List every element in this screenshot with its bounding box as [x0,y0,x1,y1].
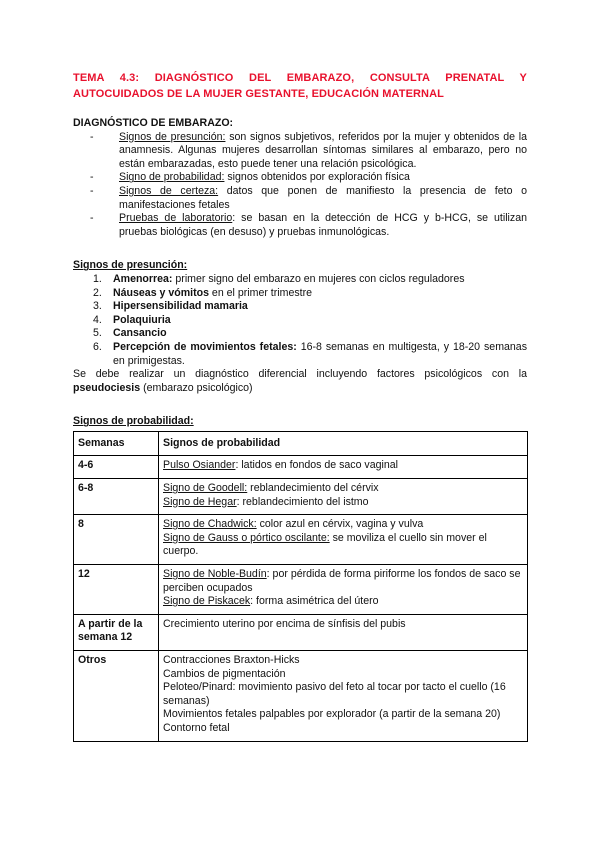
diagnostico-heading: DIAGNÓSTICO DE EMBARAZO: [73,117,234,129]
diagnostico-term: Pruebas de laboratorio [119,212,233,225]
presuncion-item [93,286,527,301]
week-cell: 12 [74,565,159,615]
week-cell: 8 [74,515,159,565]
week-cell: 4-6 [74,456,159,479]
signs-cell [159,515,528,565]
sign-name: Signo de Goodell: [163,482,248,495]
sign-description: Contorno fetal [163,721,230,734]
diagnostico-item [119,212,527,239]
sign-line [163,518,523,532]
sign-name: Signo de Hegar [163,495,237,508]
presuncion-text: en el primer trimestre [208,286,313,299]
presuncion-term: Cansancio [113,327,167,340]
week-cell: Otros [74,651,159,742]
sign-name: Pulso Osiander [163,459,236,472]
presuncion-text: 16-8 semanas en multigesta, y 18-20 semanas en primigestas. [113,340,527,367]
sign-description: : latidos en fondos de saco vaginal [235,459,398,472]
presuncion-item [93,340,527,368]
sign-description: Peloteo/Pinard: movimiento pasivo del feto al tocar por tacto el cuello (16 semanas) [163,681,506,707]
sign-description: Movimientos fetales palpables por explorador (a partir de la semana 20) [163,708,501,721]
presuncion-term: Náuseas y vómitos [113,286,209,299]
sign-line [163,482,523,496]
diagnostico-term: Signo de probabilidad: [119,171,225,184]
sign-name: Signo de Gauss o pórtico oscilante: [163,531,330,544]
table-row [74,456,528,479]
signs-cell [159,614,528,650]
item-number: 3. [93,300,102,313]
item-number: 6. [93,340,102,353]
sign-description: : forma asimétrica del útero [250,595,379,608]
diagnostico-list [73,131,527,240]
week-cell: A partir de la semana 12 [74,614,159,650]
probabilidad-table [73,431,528,742]
presuncion-term: Hipersensibilidad mamaria [113,300,248,313]
sign-line [163,681,523,708]
table-row [74,565,528,615]
sign-description: Cambios de pigmentación [163,667,286,680]
table-header-row [74,431,528,456]
sign-line [163,618,523,632]
sign-description: color azul en cérvix, vagina y vulva [256,518,424,531]
presuncion-list [73,273,527,368]
sign-line [163,595,523,609]
diagnostico-item [119,131,527,172]
presuncion-item [93,327,527,341]
table-row [74,479,528,515]
sign-description: reblandecimiento del cérvix [247,482,379,495]
diagnostico-text: son signos subjetivos, referidos por la mujer y obtenidos de la anamnesis. Algunas mujeres desarrollan síntomas similares al embarazo, pero no están embarazadas, esto puede tener una relación psicológica. [119,130,527,170]
sign-name: Signo de Piskacek [163,595,251,608]
table-row [74,651,528,742]
presuncion-heading: Signos de presunción: [73,259,188,272]
sign-description: : por pérdida de forma piriforme los fondos de saco se perciben ocupados [163,568,521,594]
document-title: TEMA 4.3: DIAGNÓSTICO DEL EMBARAZO, CONSULTA PRENATAL Y AUTOCUIDADOS DE LA MUJER GESTANTE, EDUCACIÓN MATERNAL [73,72,527,100]
week-cell: 6-8 [74,479,159,515]
sign-line [163,722,523,736]
item-number: 5. [93,327,102,340]
item-number: 1. [93,272,102,285]
diagnostico-text: signos obtenidos por exploración física [224,171,410,184]
item-number: 4. [93,313,102,326]
diagnostico-term: Signos de presunción: [119,130,226,143]
sign-line [163,459,523,473]
sign-description: Contracciones Braxton-Hicks [163,654,300,666]
presuncion-term: Amenorrea: [113,272,173,285]
col-header-semanas: Semanas [74,431,159,456]
col-header-signos: Signos de probabilidad [159,431,528,456]
sign-line [163,568,523,595]
signs-cell [159,456,528,479]
sign-name: Signo de Noble-Budín [163,568,267,581]
diagnostico-item [119,185,527,212]
sign-line [163,654,523,668]
sign-description: se moviliza el cuello sin mover el cuerpo. [163,531,487,558]
table-row [74,515,528,565]
sign-description: Crecimiento uterino por encima de sínfisis del pubis [163,617,406,630]
presuncion-note: Se debe realizar un diagnóstico diferencial incluyendo factores psicológicos con la pseudociesis (embarazo psicológico) [73,368,527,394]
item-number: 2. [93,286,102,299]
diagnostico-term: Signos de certeza: [119,184,219,197]
diagnostico-text: : se basan en la detección de HCG y b-HCG, se utilizan pruebas biológicas (en desuso) y pruebas inmunológicas. [119,212,527,238]
sign-name: Signo de Chadwick: [163,518,257,531]
table-row [74,614,528,650]
diagnostico-text: datos que ponen de manifiesto la presencia de feto o manifestaciones fetales [119,184,527,211]
presuncion-item [93,313,527,328]
presuncion-text: primer signo del embarazo en mujeres con ciclos reguladores [172,272,465,285]
document-page [73,70,527,742]
sign-line [163,708,523,722]
signs-cell [159,565,528,615]
sign-line [163,668,523,682]
diagnostico-item [119,171,527,185]
presuncion-item [93,300,527,314]
signs-cell [159,479,528,515]
sign-line [163,496,523,510]
signs-cell [159,651,528,742]
sign-description: : reblandecimiento del istmo [236,495,369,508]
sign-line [163,532,523,559]
probabilidad-heading: Signos de probabilidad: [73,415,194,428]
presuncion-term: Polaquiuria [113,313,171,326]
presuncion-term: Percepción de movimientos fetales: [113,340,297,353]
presuncion-item [93,272,527,287]
